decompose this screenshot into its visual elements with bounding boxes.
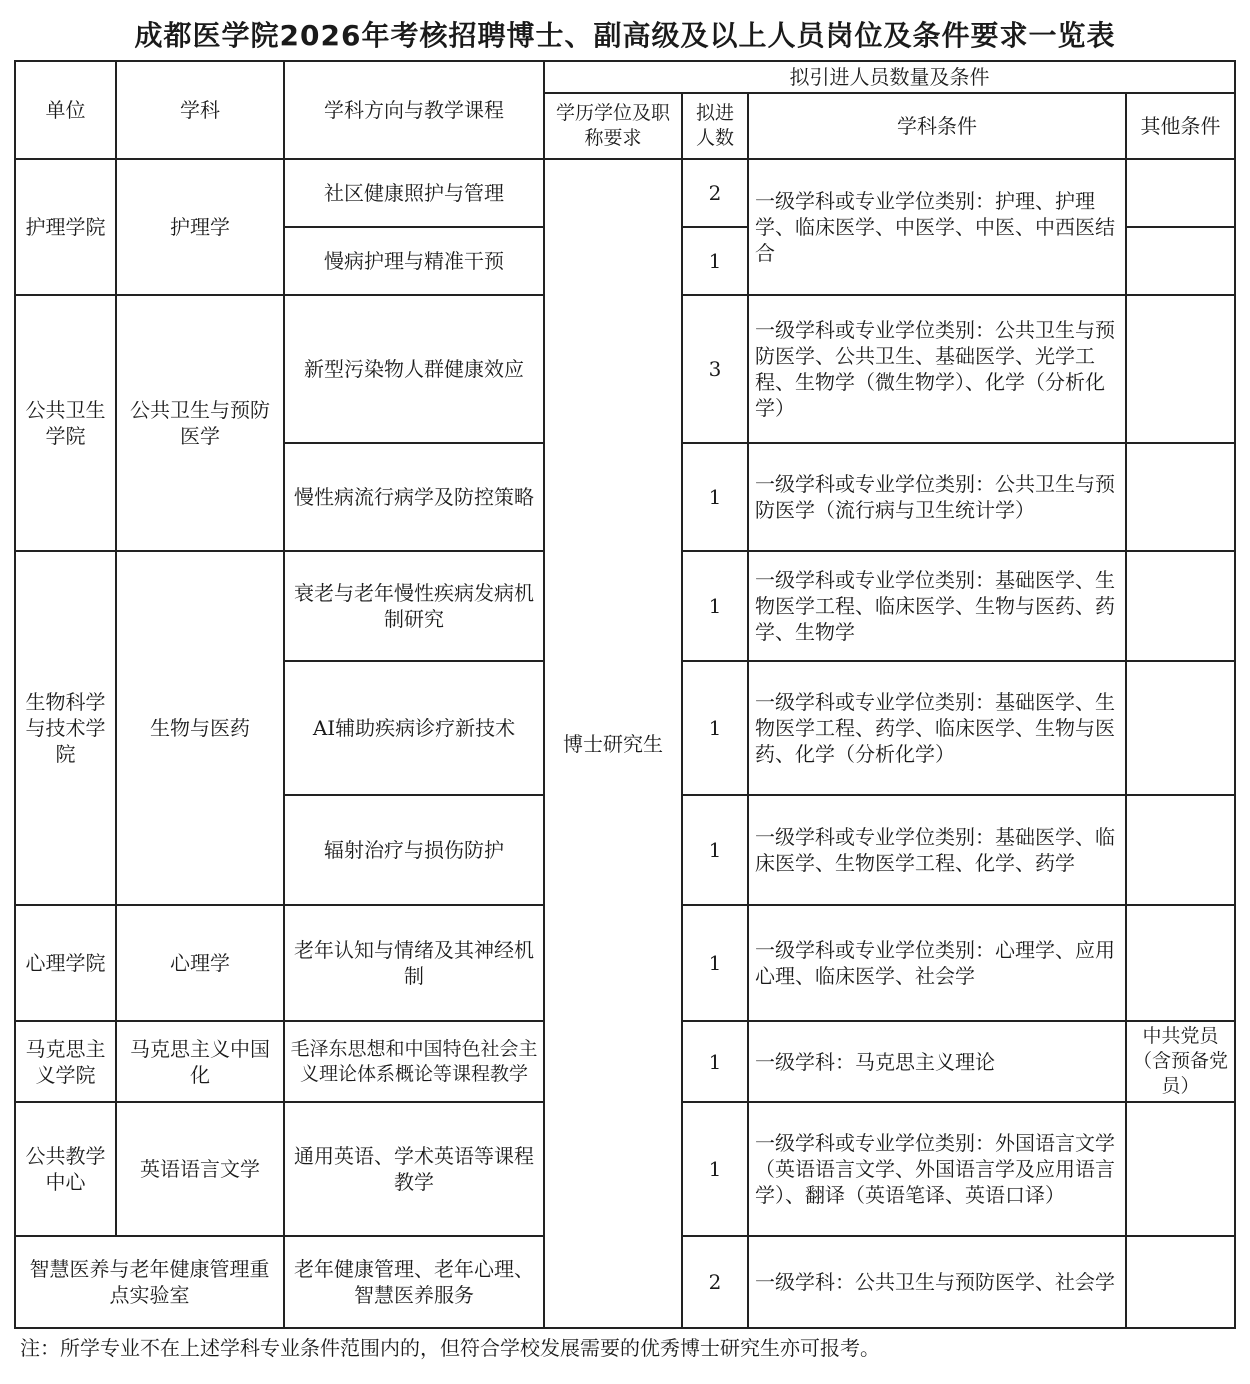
direction-cell: 社区健康照护与管理	[284, 159, 544, 227]
footnote: 注：所学专业不在上述学科专业条件范围内的，但符合学校发展需要的优秀博士研究生亦可报考。	[20, 1336, 880, 1360]
subject-cell: 生物与医药	[116, 551, 284, 905]
other-cell	[1126, 1236, 1235, 1328]
unit-cell: 马克思主义学院	[15, 1021, 116, 1102]
conditions-cell: 一级学科或专业学位类别：基础医学、临床医学、生物医学工程、化学、药学	[748, 795, 1126, 905]
count-cell: 1	[682, 661, 748, 795]
header-degree: 学历学位及职称要求	[544, 93, 682, 159]
page-title: 成都医学院2026年考核招聘博士、副高级及以上人员岗位及条件要求一览表	[134, 19, 1116, 52]
subject-cell: 公共卫生与预防医学	[116, 295, 284, 551]
direction-cell: 慢性病流行病学及防控策略	[284, 443, 544, 551]
header-group: 拟引进人员数量及条件	[544, 61, 1235, 93]
other-cell	[1126, 795, 1235, 905]
unit-cell: 心理学院	[15, 905, 116, 1021]
unit-cell: 护理学院	[15, 159, 116, 295]
count-cell: 1	[682, 551, 748, 661]
count-cell: 2	[682, 1236, 748, 1328]
positions-table	[14, 60, 1236, 1329]
direction-cell: 毛泽东思想和中国特色社会主义理论体系概论等课程教学	[284, 1021, 544, 1102]
direction-cell: 老年认知与情绪及其神经机制	[284, 905, 544, 1021]
header-count: 拟进人数	[682, 93, 748, 159]
count-cell: 1	[682, 905, 748, 1021]
direction-cell: 慢病护理与精准干预	[284, 227, 544, 295]
count-cell: 2	[682, 159, 748, 227]
subject-cell: 心理学	[116, 905, 284, 1021]
conditions-cell: 一级学科或专业学位类别：心理学、应用心理、临床医学、社会学	[748, 905, 1126, 1021]
other-cell	[1126, 159, 1235, 227]
degree-cell: 博士研究生	[544, 159, 682, 1328]
unit-cell: 智慧医养与老年健康管理重点实验室	[15, 1236, 284, 1328]
count-cell: 1	[682, 795, 748, 905]
direction-cell: AI辅助疾病诊疗新技术	[284, 661, 544, 795]
subject-cell: 护理学	[116, 159, 284, 295]
conditions-cell: 一级学科或专业学位类别：公共卫生与预防医学、公共卫生、基础医学、光学工程、生物学（微生物学）、化学（分析化学）	[748, 295, 1126, 443]
conditions-cell: 一级学科或专业学位类别：外国语言文学（英语语言文学、外国语言学及应用语言学）、翻译（英语笔译、英语口译）	[748, 1102, 1126, 1236]
other-cell	[1126, 443, 1235, 551]
other-cell	[1126, 295, 1235, 443]
header-unit: 单位	[15, 61, 116, 159]
conditions-cell: 一级学科或专业学位类别：基础医学、生物医学工程、临床医学、生物与医药、药学、生物学	[748, 551, 1126, 661]
other-cell: 中共党员（含预备党员）	[1126, 1021, 1235, 1102]
header-other: 其他条件	[1126, 93, 1235, 159]
other-cell	[1126, 905, 1235, 1021]
subject-cell: 英语语言文学	[116, 1102, 284, 1236]
count-cell: 3	[682, 295, 748, 443]
direction-cell: 老年健康管理、老年心理、智慧医养服务	[284, 1236, 544, 1328]
count-cell: 1	[682, 1021, 748, 1102]
direction-cell: 衰老与老年慢性疾病发病机制研究	[284, 551, 544, 661]
unit-cell: 公共教学中心	[15, 1102, 116, 1236]
other-cell	[1126, 551, 1235, 661]
conditions-cell: 一级学科或专业学位类别：护理、护理学、临床医学、中医学、中医、中西医结合	[748, 159, 1126, 295]
subject-cell: 马克思主义中国化	[116, 1021, 284, 1102]
conditions-cell: 一级学科：马克思主义理论	[748, 1021, 1126, 1102]
direction-cell: 通用英语、学术英语等课程教学	[284, 1102, 544, 1236]
count-cell: 1	[682, 227, 748, 295]
direction-cell: 辐射治疗与损伤防护	[284, 795, 544, 905]
direction-cell: 新型污染物人群健康效应	[284, 295, 544, 443]
header-conditions: 学科条件	[748, 93, 1126, 159]
other-cell	[1126, 661, 1235, 795]
header-subject: 学科	[116, 61, 284, 159]
unit-cell: 公共卫生学院	[15, 295, 116, 551]
conditions-cell: 一级学科或专业学位类别：公共卫生与预防医学（流行病与卫生统计学）	[748, 443, 1126, 551]
other-cell	[1126, 227, 1235, 295]
count-cell: 1	[682, 443, 748, 551]
other-cell	[1126, 1102, 1235, 1236]
header-direction: 学科方向与教学课程	[284, 61, 544, 159]
conditions-cell: 一级学科：公共卫生与预防医学、社会学	[748, 1236, 1126, 1328]
conditions-cell: 一级学科或专业学位类别：基础医学、生物医学工程、药学、临床医学、生物与医药、化学（分析化学）	[748, 661, 1126, 795]
count-cell: 1	[682, 1102, 748, 1236]
unit-cell: 生物科学与技术学院	[15, 551, 116, 905]
